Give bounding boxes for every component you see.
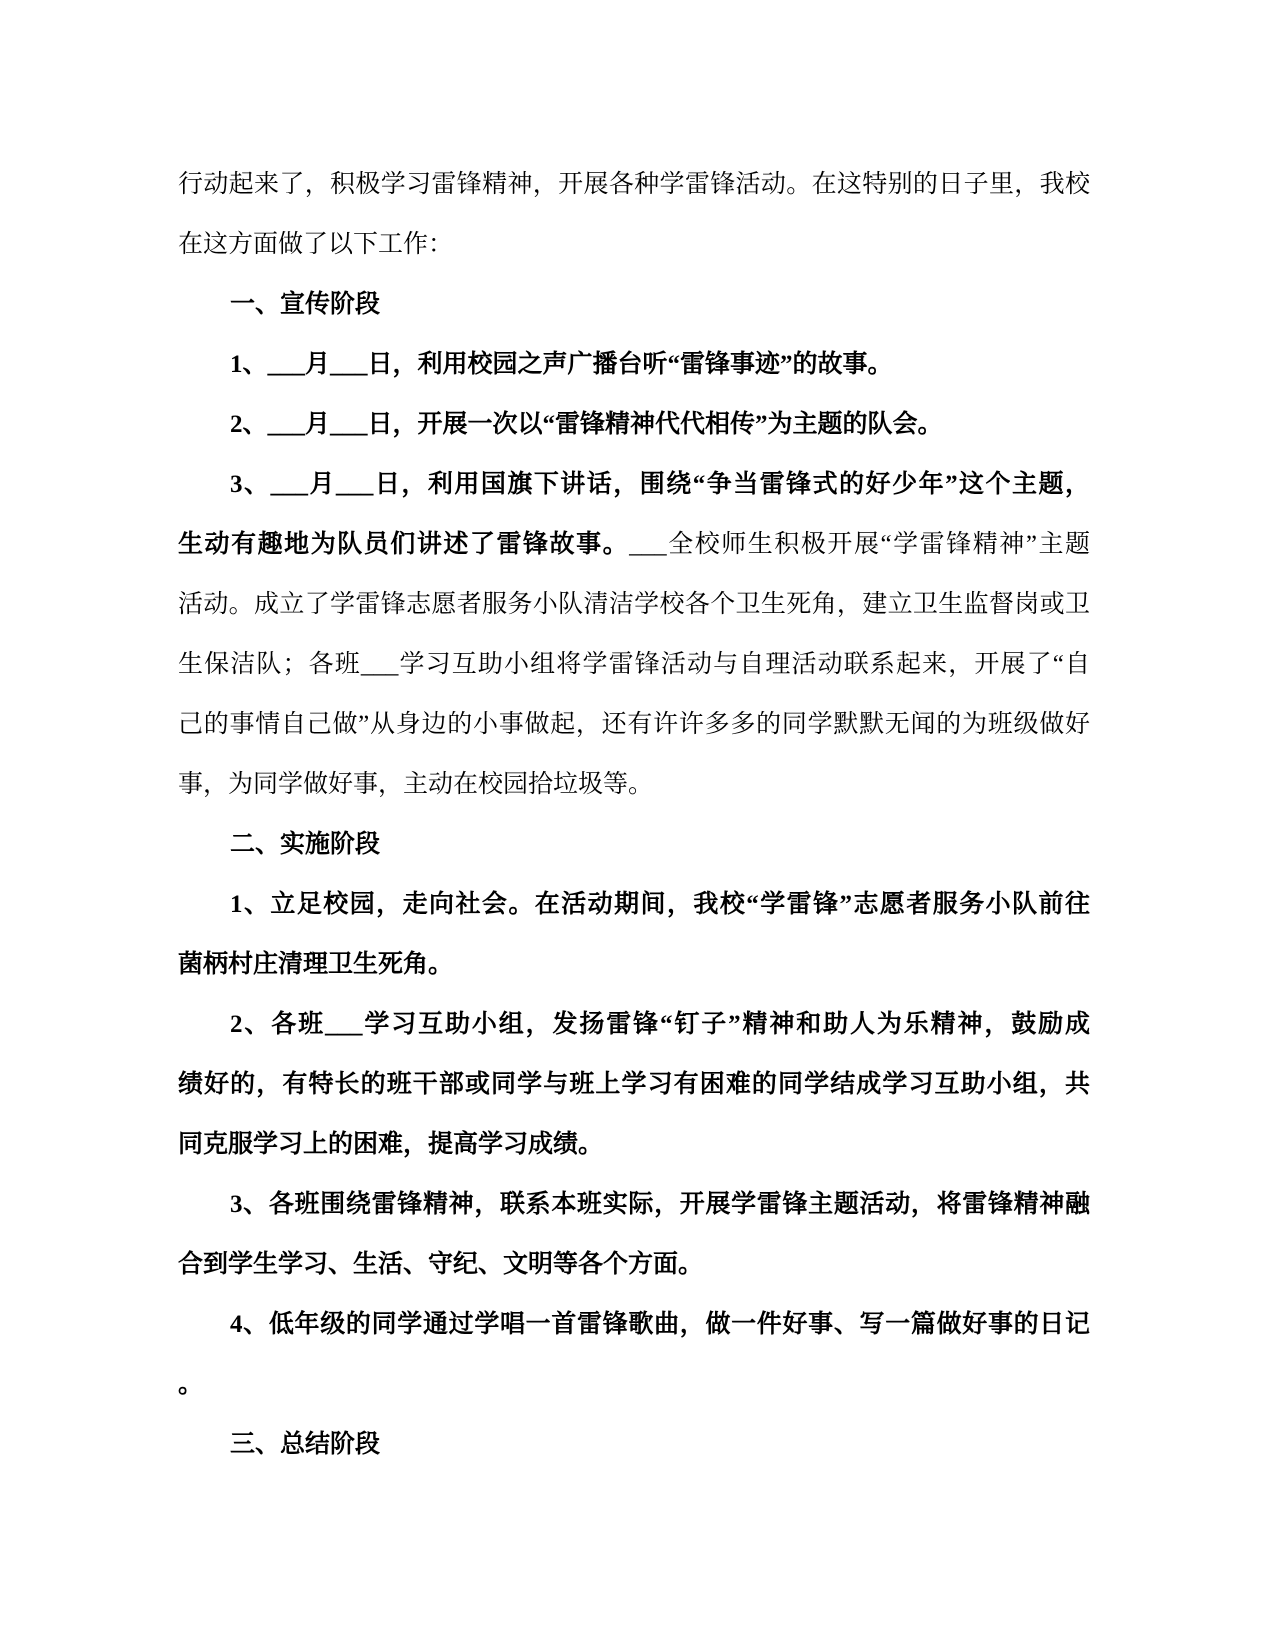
bold-text-segment: 一、宣传阶段 bbox=[230, 291, 381, 318]
text-line bbox=[178, 1235, 1090, 1295]
text-segment: 己的事情自己做”从身边的小事做起，还有许许多多的同学默默无闻的为班级做好 bbox=[178, 711, 1090, 738]
text-segment: 在这方面做了以下工作： bbox=[178, 231, 454, 258]
bold-text-segment: 菌柄村庄清理卫生死角。 bbox=[178, 951, 454, 978]
text-line bbox=[178, 815, 1090, 875]
text-line bbox=[178, 935, 1090, 995]
text-line bbox=[178, 455, 1090, 515]
bold-text-segment: 1、___月___日，利用校园之声广播台听“雷锋事迹”的故事。 bbox=[230, 351, 893, 378]
text-line bbox=[178, 515, 1090, 575]
bold-text-segment: 三、总结阶段 bbox=[230, 1431, 381, 1458]
text-segment: 事，为同学做好事，主动在校园拾垃圾等。 bbox=[178, 771, 654, 798]
bold-text-segment: 2、各班___学习互助小组，发扬雷锋“钉子”精神和助人为乐精神，鼓励成 bbox=[230, 1011, 1090, 1038]
text-line bbox=[178, 275, 1090, 335]
bold-text-segment: 1、立足校园，走向社会。在活动期间，我校“学雷锋”志愿者服务小队前往 bbox=[230, 891, 1090, 918]
text-line bbox=[178, 575, 1090, 635]
text-line bbox=[178, 995, 1090, 1055]
bold-text-segment: 4、低年级的同学通过学唱一首雷锋歌曲，做一件好事、写一篇做好事的日记 bbox=[230, 1311, 1090, 1338]
bold-text-segment: 合到学生学习、生活、守纪、文明等各个方面。 bbox=[178, 1251, 704, 1278]
text-line bbox=[178, 335, 1090, 395]
text-line bbox=[178, 1295, 1090, 1355]
text-line bbox=[178, 395, 1090, 455]
bold-text-segment: 生动有趣地为队员们讲述了雷锋故事。 bbox=[178, 531, 630, 558]
text-segment: ___全校师生积极开展“学雷锋精神”主题 bbox=[629, 531, 1090, 558]
text-line bbox=[178, 635, 1090, 695]
bold-text-segment: 绩好的，有特长的班干部或同学与班上学习有困难的同学结成学习互助小组，共 bbox=[178, 1071, 1090, 1098]
text-line bbox=[178, 1355, 1090, 1415]
bold-text-segment: 3、___月___日，利用国旗下讲话，围绕“争当雷锋式的好少年”这个主题， bbox=[230, 471, 1090, 498]
text-line bbox=[178, 695, 1090, 755]
bold-text-segment: 二、实施阶段 bbox=[230, 831, 381, 858]
bold-text-segment: 同克服学习上的困难，提高学习成绩。 bbox=[178, 1131, 604, 1158]
bold-text-segment: 2、___月___日，开展一次以“雷锋精神代代相传”为主题的队会。 bbox=[230, 411, 943, 438]
text-line bbox=[178, 1115, 1090, 1175]
text-line bbox=[178, 875, 1090, 935]
text-line bbox=[178, 155, 1090, 215]
text-line bbox=[178, 755, 1090, 815]
text-line bbox=[178, 1175, 1090, 1235]
bold-text-segment: 。 bbox=[178, 1371, 204, 1398]
document-body bbox=[178, 155, 1090, 1475]
text-segment: 生保洁队；各班___学习互助小组将学雷锋活动与自理活动联系起来，开展了“自 bbox=[178, 651, 1090, 678]
text-line bbox=[178, 1055, 1090, 1115]
text-line bbox=[178, 215, 1090, 275]
bold-text-segment: 3、各班围绕雷锋精神，联系本班实际，开展学雷锋主题活动，将雷锋精神融 bbox=[230, 1191, 1090, 1218]
text-segment: 活动。成立了学雷锋志愿者服务小队清洁学校各个卫生死角，建立卫生监督岗或卫 bbox=[178, 591, 1090, 618]
text-line bbox=[178, 1415, 1090, 1475]
text-segment: 行动起来了，积极学习雷锋精神，开展各种学雷锋活动。在这特别的日子里，我校 bbox=[178, 171, 1090, 198]
